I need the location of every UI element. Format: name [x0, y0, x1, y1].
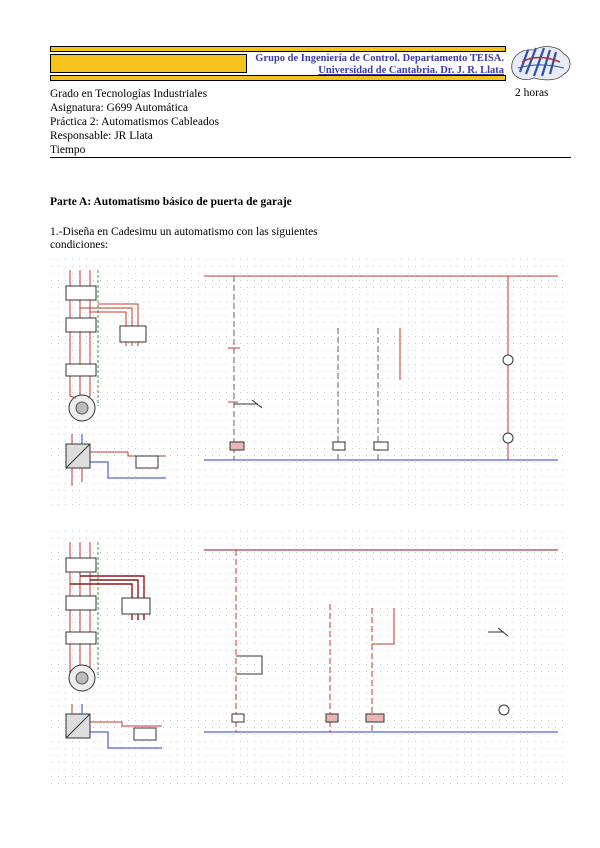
- header-text: [248, 53, 504, 77]
- university-logo-icon: [506, 40, 574, 84]
- subject-line: Asignatura: G699 Automática: [50, 102, 188, 114]
- header-group-line: Grupo de Ingeniería de Control. Departamento TEISA.: [255, 53, 504, 64]
- task-text: 1.-Diseña en Cadesimu un automatismo con las siguientes condiciones:: [50, 226, 318, 251]
- power-circuit-1: [66, 270, 146, 421]
- header-univ-line: Universidad de Cantabria. Dr. J. R. Llata: [318, 65, 504, 76]
- degree-line: Grado en Tecnologías Industriales: [50, 88, 208, 100]
- power-supply-1: [66, 434, 166, 486]
- time-line: Tiempo: [50, 144, 86, 156]
- power-circuit-2: [66, 542, 150, 691]
- course-info: [50, 87, 219, 157]
- control-circuit-1: [204, 276, 558, 460]
- schematic-1-drawing: [48, 256, 564, 508]
- hours-label: 2 horas: [515, 87, 549, 99]
- section-title: Parte A: Automatismo básico de puerta de garaje: [50, 196, 292, 208]
- responsible-line: Responsable: JR Llata: [50, 130, 153, 142]
- header-rule: [50, 157, 571, 158]
- schematic-2: [48, 528, 564, 784]
- schematic-1: [48, 256, 564, 508]
- header-top-bar: [50, 46, 506, 52]
- header-accent-box: [50, 54, 247, 73]
- practice-line: Práctica 2: Automatismos Cableados: [50, 116, 219, 128]
- control-circuit-2: [204, 550, 558, 732]
- schematic-2-drawing: [48, 528, 564, 784]
- power-supply-2: [66, 704, 162, 748]
